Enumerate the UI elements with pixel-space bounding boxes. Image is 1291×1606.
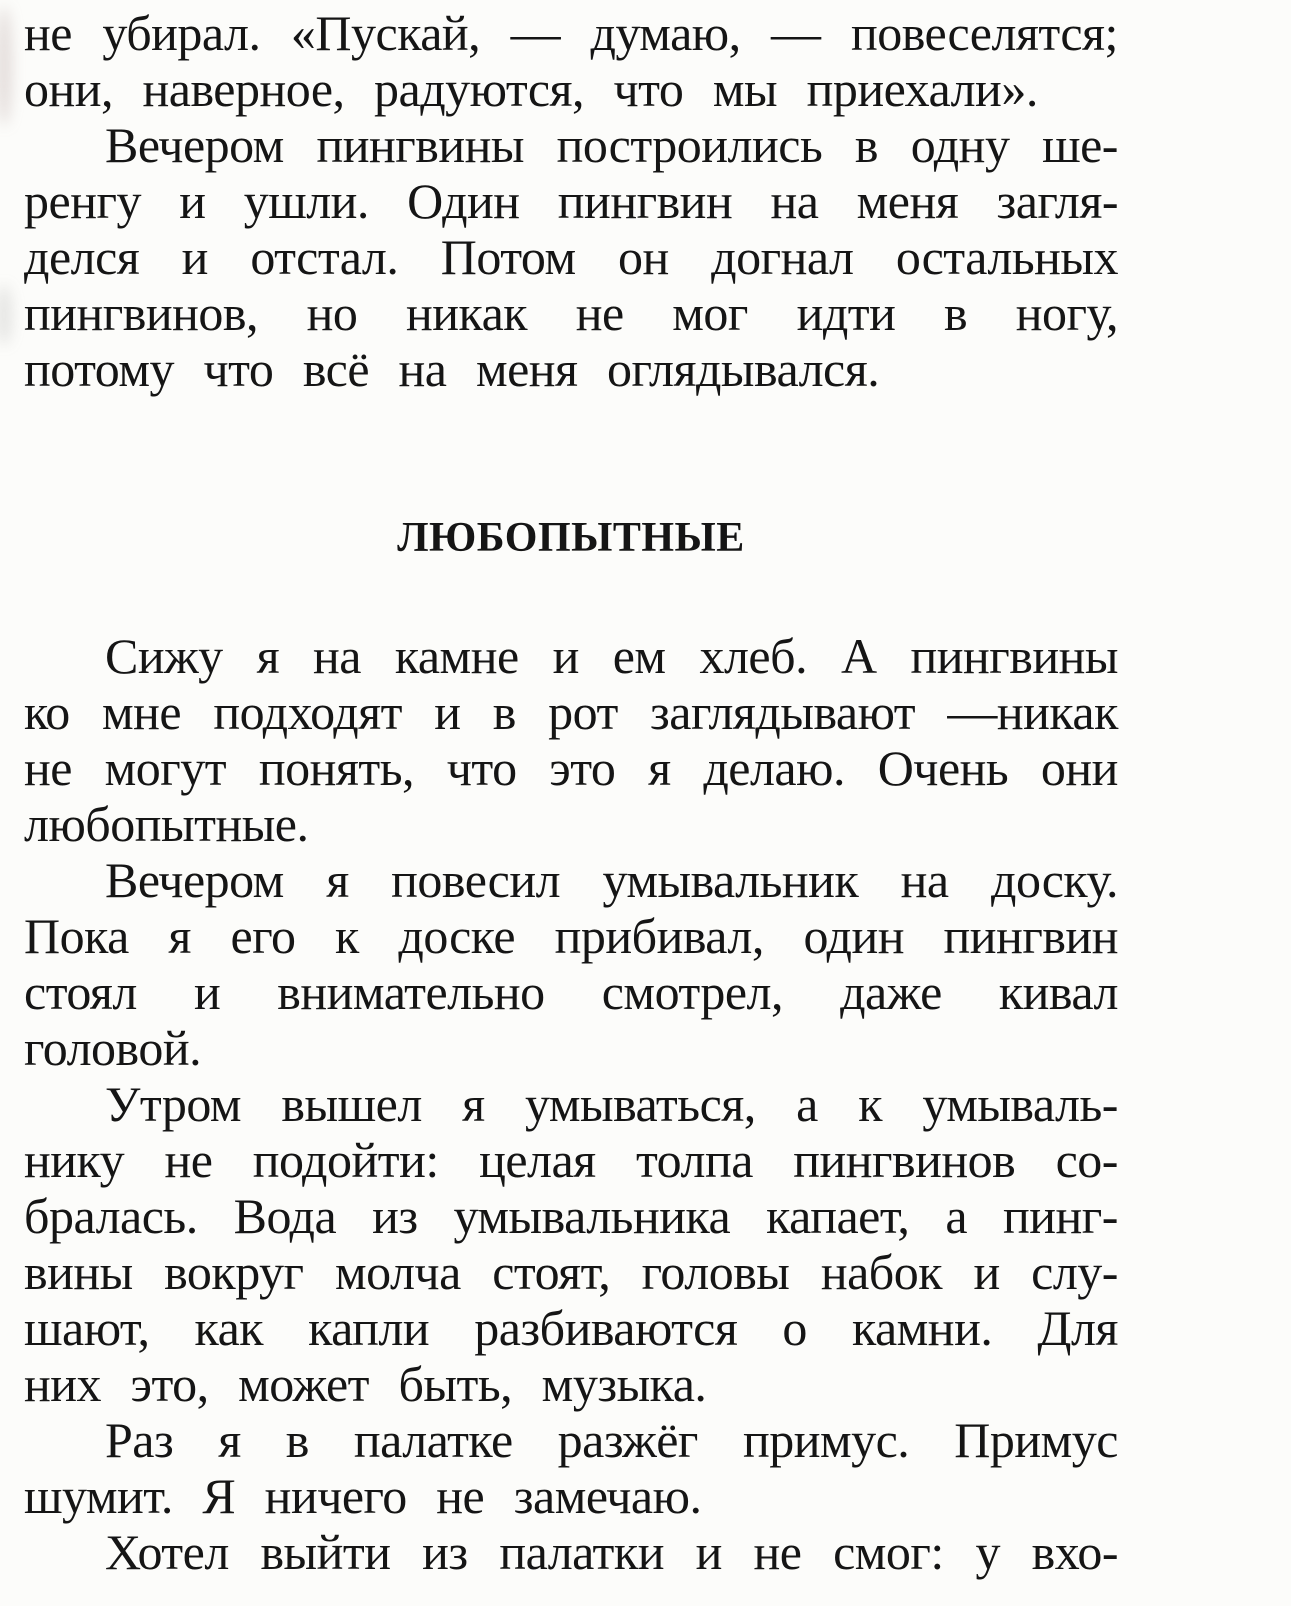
- word: пингвин: [557, 173, 733, 229]
- word: подойти:: [252, 1132, 439, 1188]
- word: и: [193, 964, 221, 1020]
- word: —никак: [947, 684, 1118, 740]
- word: нику: [24, 1132, 125, 1188]
- word: смотрел,: [601, 964, 784, 1020]
- word: умывальник: [602, 852, 859, 908]
- word: они: [1040, 740, 1118, 796]
- word: А: [840, 628, 877, 684]
- word: прибивал,: [554, 908, 764, 964]
- text-line: потому что всё на меня оглядывался.: [24, 341, 880, 397]
- word: камне: [394, 628, 519, 684]
- text-line: [24, 684, 1118, 740]
- word: я: [168, 908, 191, 964]
- word: Раз: [105, 1412, 174, 1468]
- word: он: [618, 229, 669, 285]
- word: не: [575, 285, 624, 341]
- word: Потом: [440, 229, 576, 285]
- word: могут: [104, 740, 227, 796]
- word: в: [944, 285, 968, 341]
- word: стоял: [24, 964, 137, 1020]
- word: —: [510, 5, 561, 61]
- word: его: [230, 908, 296, 964]
- word: Для: [1037, 1300, 1118, 1356]
- word: ушли.: [243, 173, 369, 229]
- word: построились: [556, 117, 823, 173]
- word: я: [256, 628, 280, 684]
- text-line: [24, 1412, 1118, 1468]
- word: толпа: [635, 1132, 753, 1188]
- word: но: [306, 285, 358, 341]
- word: а: [796, 1076, 818, 1132]
- word: не: [24, 5, 72, 61]
- word: бралась.: [24, 1188, 198, 1244]
- word: Пока: [24, 908, 129, 964]
- word: ренгу: [24, 173, 141, 229]
- text-line: [24, 908, 1118, 964]
- word: молча: [334, 1244, 461, 1300]
- text-line: [24, 964, 1118, 1020]
- word: кивал: [998, 964, 1118, 1020]
- word: палатке: [353, 1412, 513, 1468]
- word: головы: [641, 1244, 790, 1300]
- paragraph: [24, 117, 1118, 397]
- word: у: [975, 1524, 1000, 1580]
- word: и: [973, 1244, 1000, 1300]
- paragraph: [24, 1524, 1118, 1580]
- word: и: [695, 1524, 722, 1580]
- word: отстал.: [250, 229, 399, 285]
- word: из: [372, 1188, 418, 1244]
- word: не: [24, 740, 72, 796]
- word: Сижу: [105, 628, 223, 684]
- word: на: [900, 852, 949, 908]
- word: Примус: [954, 1412, 1118, 1468]
- word: я: [648, 740, 671, 796]
- word: слу-: [1031, 1244, 1118, 1300]
- word: умываться,: [525, 1076, 756, 1132]
- word: —: [771, 5, 821, 61]
- paragraph: [24, 1076, 1118, 1412]
- word: шают,: [24, 1300, 150, 1356]
- word: никак: [406, 285, 528, 341]
- word: а: [945, 1188, 968, 1244]
- word: в: [854, 117, 879, 173]
- text-line: [24, 117, 1118, 173]
- word: и: [434, 684, 461, 740]
- text-line: [24, 1132, 1118, 1188]
- word: мог: [672, 285, 748, 341]
- word: пингвины: [316, 117, 524, 173]
- word: ем: [612, 628, 666, 684]
- word: вокруг: [164, 1244, 304, 1300]
- word: не: [164, 1132, 213, 1188]
- word: в: [285, 1412, 309, 1468]
- text-line: [24, 285, 1118, 341]
- word: и: [181, 229, 208, 285]
- word: умывальника: [453, 1188, 731, 1244]
- text-line: головой.: [24, 1020, 202, 1076]
- word: заглядывают: [650, 684, 916, 740]
- word: понять,: [258, 740, 415, 796]
- word: Один: [407, 173, 520, 229]
- text-line: [24, 740, 1118, 796]
- word: пингвинов,: [24, 285, 259, 341]
- word: пингвины: [910, 628, 1118, 684]
- chapter-title: ЛЮБОПЫТНЫЕ: [397, 515, 745, 561]
- word: Утром: [105, 1076, 242, 1132]
- text-line: [24, 1188, 1118, 1244]
- word: к: [858, 1076, 882, 1132]
- word: вины: [24, 1244, 133, 1300]
- word: вышел: [281, 1076, 422, 1132]
- word: внимательно: [277, 964, 545, 1020]
- scan-artifact: [0, 6, 12, 126]
- word: делся: [24, 229, 140, 285]
- text-line: любопытные.: [24, 796, 309, 852]
- paragraph: [24, 1412, 1118, 1524]
- paragraph: [24, 852, 1118, 1076]
- word: стоят,: [492, 1244, 611, 1300]
- word: ко: [24, 684, 70, 740]
- word: хлеб.: [699, 628, 808, 684]
- word: выйти: [260, 1524, 391, 1580]
- word: что: [446, 740, 517, 796]
- word: ше-: [1042, 117, 1118, 173]
- word: я: [462, 1076, 485, 1132]
- word: целая: [479, 1132, 596, 1188]
- word: думаю,: [590, 5, 741, 61]
- word: капли: [308, 1300, 430, 1356]
- word: Хотел: [105, 1524, 229, 1580]
- word: камни.: [851, 1300, 993, 1356]
- word: «Пускай,: [290, 5, 481, 61]
- word: Вечером: [105, 117, 284, 173]
- word: я: [326, 852, 349, 908]
- word: один: [803, 908, 904, 964]
- word: делаю.: [703, 740, 845, 796]
- word: мне: [102, 684, 182, 740]
- word: подходят: [213, 684, 403, 740]
- word: смог:: [833, 1524, 944, 1580]
- word: повесил: [391, 852, 561, 908]
- text-line: [24, 173, 1118, 229]
- word: со-: [1055, 1132, 1118, 1188]
- word: одну: [910, 117, 1010, 173]
- paragraph: [24, 5, 1118, 117]
- text-line: [24, 852, 1118, 908]
- word: и: [179, 173, 206, 229]
- word: из: [422, 1524, 468, 1580]
- word: убирал.: [102, 5, 261, 61]
- word: к: [335, 908, 359, 964]
- word: и: [552, 628, 579, 684]
- word: о: [782, 1300, 807, 1356]
- paragraph: [24, 628, 1118, 852]
- word: примус.: [742, 1412, 910, 1468]
- word: на: [770, 173, 819, 229]
- text-line: [24, 1300, 1118, 1356]
- word: Вода: [233, 1188, 337, 1244]
- text-line: [24, 1524, 1118, 1580]
- word: не: [753, 1524, 802, 1580]
- word: это: [549, 740, 616, 796]
- word: как: [194, 1300, 264, 1356]
- story-curious-text: [24, 628, 1118, 1580]
- text-line: шумит. Я ничего не замечаю.: [24, 1468, 702, 1524]
- word: в: [492, 684, 516, 740]
- word: повеселятся;: [850, 5, 1118, 61]
- word: на: [312, 628, 361, 684]
- word: капает,: [766, 1188, 910, 1244]
- word: рот: [548, 684, 618, 740]
- word: я: [218, 1412, 241, 1468]
- scan-artifact: [0, 285, 12, 345]
- text-line: [24, 5, 1118, 61]
- word: разбиваются: [474, 1300, 738, 1356]
- word: доску.: [991, 852, 1118, 908]
- text-line: [24, 229, 1118, 285]
- word: набок: [820, 1244, 943, 1300]
- word: умываль-: [922, 1076, 1118, 1132]
- word: доске: [398, 908, 516, 964]
- word: меня: [856, 173, 959, 229]
- word: пинг-: [1002, 1188, 1118, 1244]
- word: даже: [840, 964, 942, 1020]
- text-line: них это, может быть, музыка.: [24, 1356, 707, 1412]
- text-line: [24, 1244, 1118, 1300]
- word: остальных: [895, 229, 1118, 285]
- word: пингвинов: [793, 1132, 1016, 1188]
- word: пингвин: [943, 908, 1118, 964]
- word: ногу,: [1015, 285, 1118, 341]
- word: палатки: [499, 1524, 664, 1580]
- text-line: [24, 1076, 1118, 1132]
- story-continuation-text: [24, 5, 1118, 397]
- word: идти: [796, 285, 896, 341]
- word: разжёг: [557, 1412, 698, 1468]
- word: Вечером: [105, 852, 284, 908]
- text-line: они, наверное, радуются, что мы приехали».: [24, 61, 1038, 117]
- word: догнал: [711, 229, 854, 285]
- text-line: [24, 628, 1118, 684]
- word: загля-: [996, 173, 1118, 229]
- word: Очень: [877, 740, 1009, 796]
- word: вхо-: [1031, 1524, 1118, 1580]
